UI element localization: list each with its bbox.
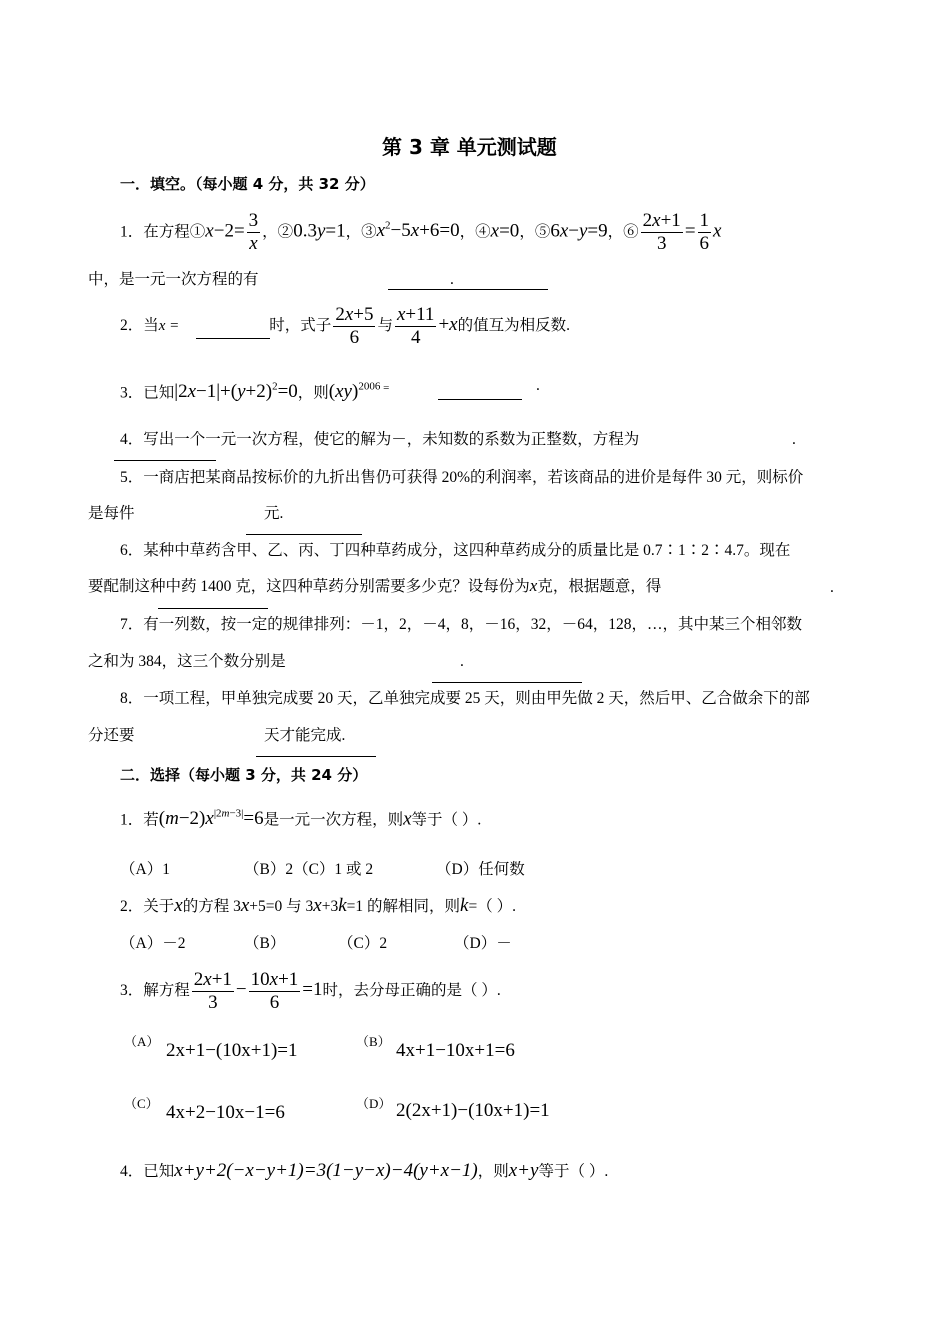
choice-3-label-c[interactable]: （C） (124, 1096, 159, 1111)
circle-four: ，④ (459, 223, 491, 241)
question-7-line-2: 之和为 384，这三个数分别是 (88, 653, 286, 670)
fraction-2x-plus-5-over-6: $\frac{2x+5}{6}$ (335, 303, 374, 348)
question-text: 4．已知 (120, 1163, 175, 1180)
question-text: 3．已知 (120, 384, 175, 402)
question-1-tail: 中，是一元一次方程的有 (88, 271, 259, 288)
equation-4: x=0 (490, 220, 520, 242)
question-8-line-1: 8．一项工程，甲单独完成要 20 天，乙单独完成要 25 天，则由甲先做 2 天，然后甲、乙合做余下的部 (120, 690, 810, 707)
choice-2-option-d[interactable]: （D）－ (454, 935, 512, 952)
section-heading-fill-in: 一．填空。（每小题 4 分，共 32 分） (120, 175, 375, 193)
variable-x: x (313, 895, 322, 916)
equation-3: $x^2-5x+6=0$ (376, 220, 460, 242)
variable-x: x (174, 895, 183, 916)
choice-3-line: 3．解方程 $\frac{2x+1}{3}$ − $\frac{10x+1}{6}$ =1时，去分母正确的是（ ）. (120, 968, 501, 1013)
answer-blank-q4[interactable] (114, 460, 216, 461)
choice-3-equation-a[interactable]: 2x+1−(10x+1)=1 (166, 1040, 298, 1061)
expression-x-plus-y: x+y (508, 1160, 539, 1181)
question-3-line: 3．已知$|2x-1|+(y+2)^2=0$，则(xy)$^{2006}$ = (120, 381, 390, 403)
q3-end-dot: . (536, 377, 540, 394)
equation-2: 0.3y=1 (293, 220, 346, 242)
variable-x: x = (158, 318, 180, 334)
question-text: +5=0 与 3 (249, 898, 314, 915)
choice-2-option-a[interactable]: （A）－2 (120, 935, 186, 952)
fraction-2x-plus-1-over-3: $\frac{2x+1}{3}$ (193, 968, 232, 1013)
fraction-10x-plus-1-over-6: $\frac{10x+1}{6}$ (250, 968, 299, 1013)
choice-3-label-d[interactable]: （D） (356, 1096, 392, 1111)
answer-blank-q1[interactable] (388, 289, 548, 290)
circle-five: ，⑤ (519, 223, 551, 241)
question-6-line-2 (88, 576, 661, 597)
circle-six: ，⑥ (607, 223, 639, 241)
variable-x: x (403, 808, 412, 830)
circle-two: ，② (262, 223, 294, 241)
question-1-line: 1．在方程①x−2= $\frac{3}{x}$ ，②0.3y=1，$③x^2-5x+6=0$，④x=0，⑤6x−y=9，⑥ $\frac{2x+1}{3}$ = $\frac{1}{6}$ x (120, 210, 722, 255)
variable-x: x (240, 895, 250, 916)
question-text: 要配制这种中药 1400 克，这四种草药分别需要多少克？设每份为 (88, 578, 530, 595)
question-text: ，则 (297, 384, 329, 402)
fraction-x-plus-11-over-4: $\frac{x+11}{4}$ (396, 303, 435, 348)
choice-2-option-c[interactable]: （C）2 (338, 935, 388, 952)
choice-1-option-a[interactable]: （A）1 (120, 861, 170, 878)
question-text: 的值互为相反数. (457, 317, 570, 334)
q6-end-dot: . (830, 579, 834, 596)
question-text: 的方程 3 (182, 898, 241, 915)
q1-end-dot: . (450, 271, 454, 288)
answer-blank-q5[interactable] (246, 534, 362, 535)
choice-1-option-d[interactable]: （D）任何数 (436, 861, 525, 878)
circle-one: ① (189, 223, 206, 241)
answer-blank-q2[interactable] (196, 338, 270, 339)
choice-3-equation-b[interactable]: 4x+1−10x+1=6 (396, 1040, 515, 1061)
fraction-2x-plus-1-over-3: $\frac{2x+1}{3}$ (642, 210, 681, 255)
choice-4-line (120, 1156, 608, 1187)
question-5-line-2b: 元. (264, 505, 284, 522)
choice-3-label-b[interactable]: （B） (356, 1034, 391, 1049)
answer-blank-q7[interactable] (432, 682, 582, 683)
question-8-line-2b: 天才能完成. (264, 727, 346, 744)
question-text: ，则 (477, 1163, 509, 1180)
question-8-line-2a: 分还要 (88, 727, 135, 744)
question-text: 克，根据题意，得 (537, 578, 662, 595)
variable-k: k (460, 895, 469, 916)
variable-k: k (338, 895, 347, 916)
answer-blank-q3[interactable] (438, 399, 522, 400)
question-7-line-1: 7．有一列数，按一定的规律排列：－1，2，－4，8，－16，32，－64，128，…，其中某三个相邻数 (120, 616, 803, 633)
question-text: 在方程 (143, 223, 190, 241)
question-text: +3 (321, 898, 339, 915)
circle-three: ，③ (345, 223, 377, 241)
question-text: 时，去分母正确的是（ ）. (322, 982, 501, 999)
answer-blank-q8[interactable] (256, 756, 376, 757)
question-text: 3．解方程 (120, 982, 190, 999)
question-text: 等于（ ）. (538, 1163, 609, 1180)
question-text: 1．若 (120, 811, 159, 829)
question-text: 时，式子 (269, 317, 332, 334)
answer-blank-q6[interactable] (158, 608, 268, 609)
question-6-line-1: 6．某种中草药含甲、乙、丙、丁四种草药成分，这四种草药成分的质量比是 0.7∶1∶2∶4.7。现在 (120, 542, 791, 559)
choice-2-line (120, 896, 516, 917)
question-text: 与 (377, 317, 393, 334)
fraction-3-over-x: $\frac{3}{x}$ (248, 210, 259, 255)
question-text: 2．关于 (120, 898, 175, 915)
equation-5: 6x−y=9 (550, 220, 608, 242)
question-text: 等于（ ）. (411, 811, 482, 829)
question-number: 1． (120, 223, 144, 241)
question-text: 是一元一次方程，则 (263, 811, 404, 829)
question-text: =1 的解相同，则 (346, 898, 461, 915)
equation-c4: x+y+2(−x−y+1)=3(1−y−x)−4(y+x−1) (174, 1160, 478, 1181)
choice-1-line (120, 798, 481, 836)
q7-end-dot: . (460, 653, 464, 670)
question-4-line: 4．写出一个一元一次方程，使它的解为－，未知数的系数为正整数，方程为 (120, 431, 640, 448)
question-text: =（ ）. (468, 898, 516, 915)
choice-3-label-a[interactable]: （A） (124, 1034, 160, 1049)
equation-m-minus-2-x: $(m-2)x^{|2m-3|}=6$ (158, 808, 264, 830)
equation-1: x (205, 220, 214, 242)
page-title: 第 3 章 单元测试题 (382, 135, 557, 159)
question-text: 2．当 (120, 317, 159, 334)
question-5-line-2a: 是每件 (88, 505, 135, 522)
fraction-1-over-6: $\frac{1}{6}$ (699, 210, 710, 255)
expression-xy-power: (xy)$^{2006}$ (328, 381, 381, 403)
question-5-line-1: 5．一商店把某商品按标价的九折出售仍可获得 20%的利润率，若该商品的进价是每件 30 元，则标价 (120, 469, 804, 486)
equation-absolute-value: $|2x-1|+(y+2)^2=0$ (174, 381, 298, 403)
choice-1-option-b-c[interactable]: （B）2（C）1 或 2 (244, 861, 374, 878)
choice-3-equation-c[interactable]: 4x+2−10x−1=6 (166, 1102, 285, 1123)
question-2-line: 2．当x = 时，式子 $\frac{2x+5}{6}$ 与 $\frac{x+11}{4}$ +x的值互为相反数. (120, 303, 570, 348)
variable-x: x (529, 576, 538, 595)
q4-end-dot: . (792, 431, 796, 448)
section-heading-multiple-choice: 二．选择（每小题 3 分，共 24 分） (120, 766, 368, 784)
choice-2-option-b[interactable]: （B） (244, 935, 286, 952)
choice-3-equation-d[interactable]: 2(2x+1)−(10x+1)=1 (396, 1100, 550, 1121)
